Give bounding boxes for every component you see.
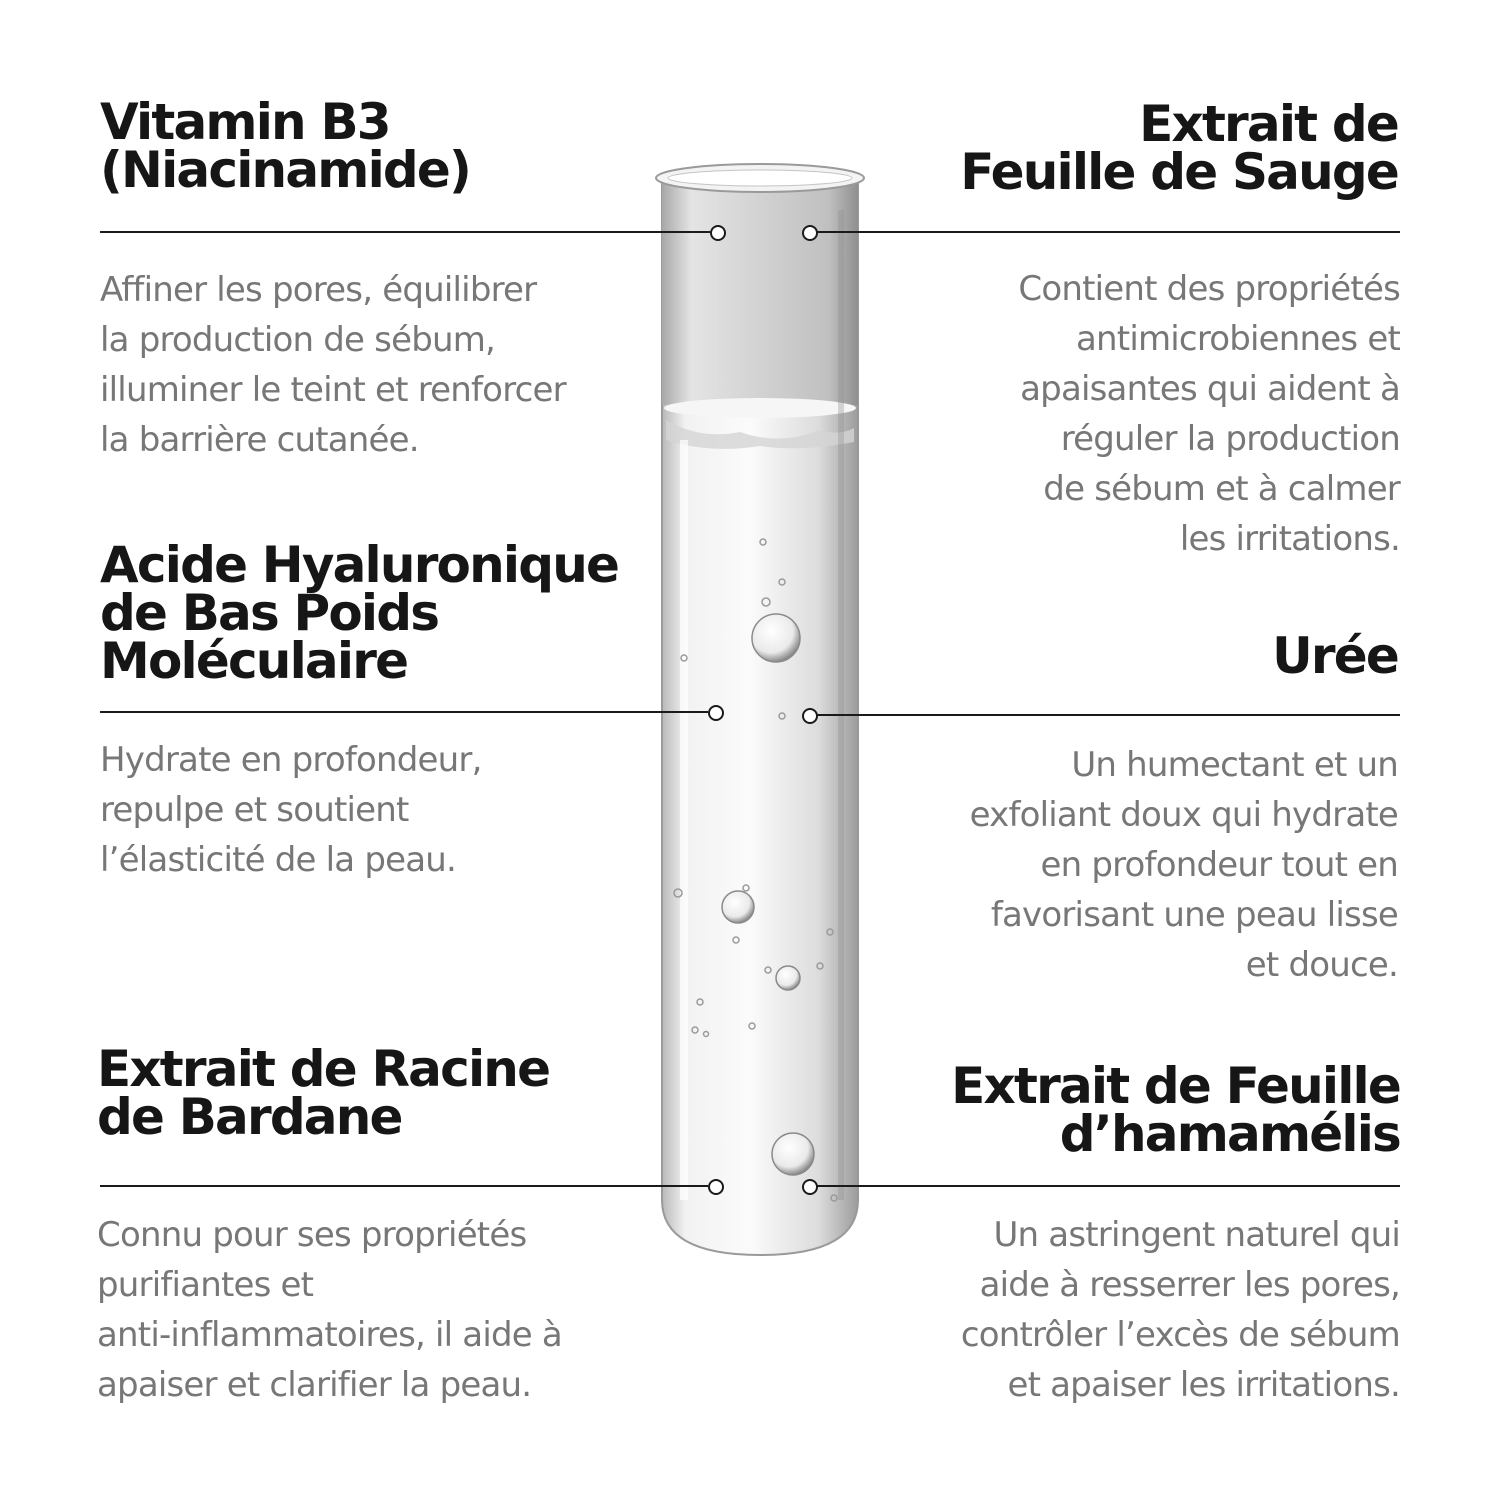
ingredient-title-feuille-hamamelis: Extrait de Feuille d’hamamélis (951, 1057, 1400, 1163)
ingredient-description-racine-de-bardane: Connu pour ses propriétés purifiantes et anti-inflammatoires, il aide à apaiser et clarifier la peau. (97, 1215, 562, 1405)
ingredient-title-acide-hyaluronique: Acide Hyaluronique de Bas Poids Moléculaire (100, 536, 619, 690)
connector-line-racine-de-bardane (100, 1185, 708, 1187)
connector-line-acide-hyaluronique (100, 711, 708, 713)
connector-line-uree (816, 714, 1400, 716)
ingredient-description-feuille-hamamelis: Un astringent naturel qui aide à resserrer les pores, contrôler l’excès de sébum et apaiser les irritations. (960, 1215, 1400, 1405)
test-tube-illustration (640, 150, 880, 1270)
ingredient-description-uree: Un humectant et un exfoliant doux qui hydrate en profondeur tout en favorisant une peau lisse et douce. (969, 745, 1398, 985)
connector-dot-feuille-de-sauge (802, 225, 818, 241)
connector-line-feuille-hamamelis (816, 1185, 1400, 1187)
connector-dot-racine-de-bardane (708, 1179, 724, 1195)
connector-dot-vitamin-b3 (710, 225, 726, 241)
ingredient-title-vitamin-b3: Vitamin B3 (Niacinamide) (100, 93, 471, 199)
ingredient-description-acide-hyaluronique: Hydrate en profondeur, repulpe et soutient l’élasticité de la peau. (100, 740, 482, 880)
ingredient-title-feuille-de-sauge: Extrait de Feuille de Sauge (960, 95, 1398, 201)
ingredient-title-racine-de-bardane: Extrait de Racine de Bardane (97, 1040, 550, 1146)
ingredient-description-feuille-de-sauge: Contient des propriétés antimicrobiennes et apaisantes qui aident à réguler la production de sébum et à calmer les irritations. (1018, 269, 1400, 559)
connector-line-vitamin-b3 (100, 231, 710, 233)
ingredient-description-vitamin-b3: Affiner les pores, équilibrer la production de sébum, illuminer le teint et renforcer la barrière cutanée. (100, 270, 566, 460)
connector-line-feuille-de-sauge (816, 231, 1400, 233)
connector-dot-feuille-hamamelis (802, 1179, 818, 1195)
ingredient-title-uree: Urée (1272, 627, 1398, 685)
connector-dot-acide-hyaluronique (708, 705, 724, 721)
connector-dot-uree (802, 708, 818, 724)
